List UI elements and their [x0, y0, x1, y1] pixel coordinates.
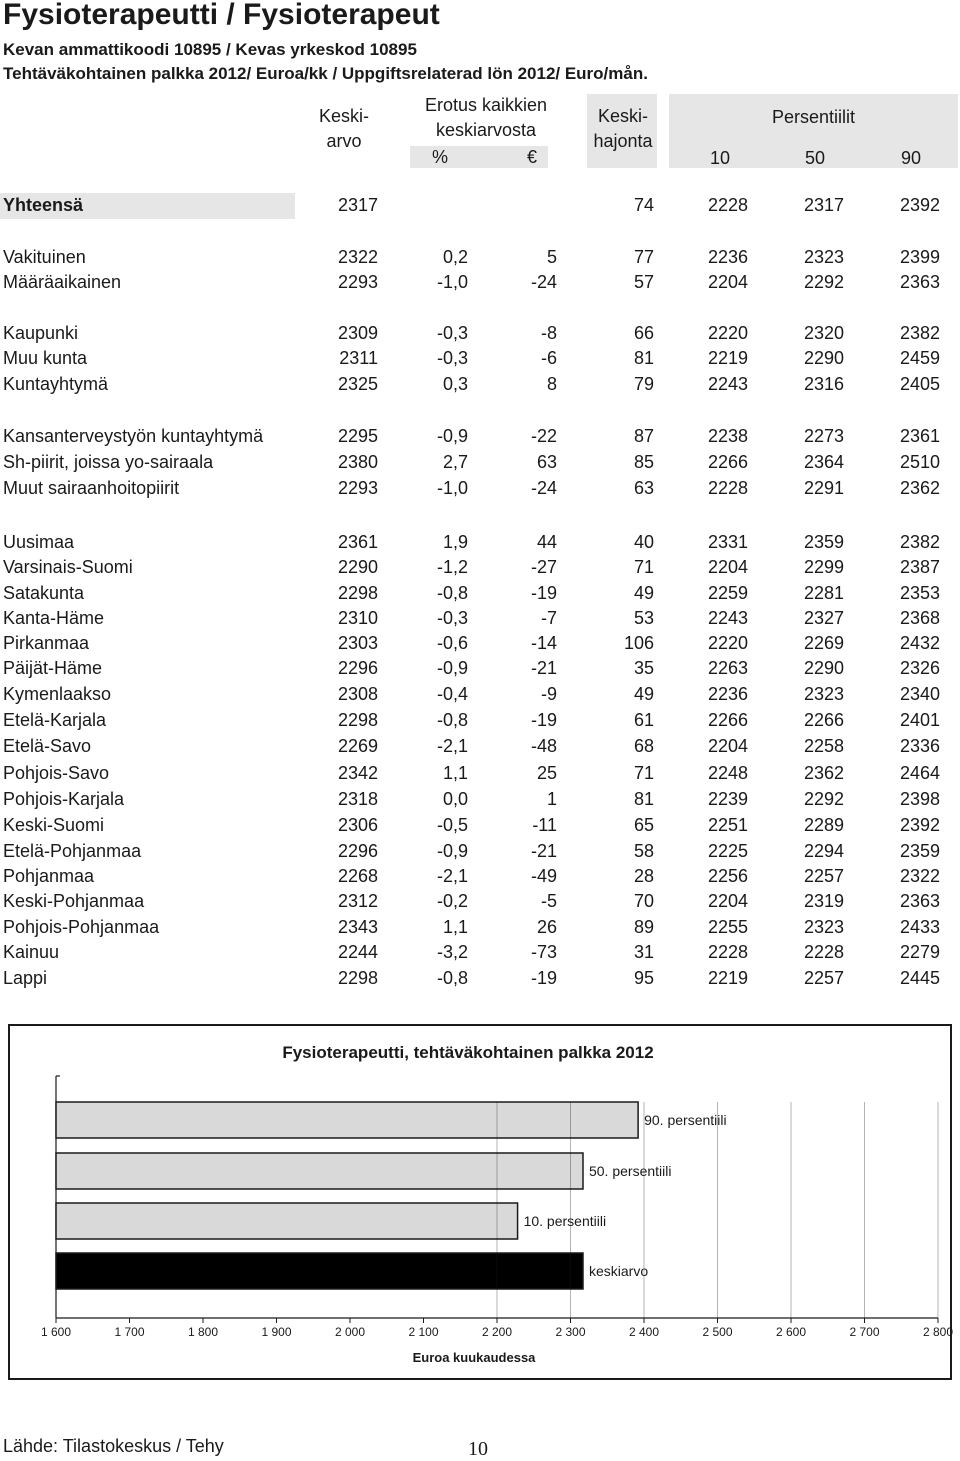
salary-chart — [10, 1026, 954, 1378]
row-label: Määräaikainen — [3, 272, 122, 292]
bar-label: 50. persentiili — [588, 1163, 672, 1179]
table-row — [0, 841, 960, 867]
cell-eur: -19 — [530, 710, 557, 730]
cell-sd: 49 — [633, 684, 654, 704]
cell-p10: 2243 — [707, 608, 748, 628]
cell-p10: 2243 — [707, 374, 748, 394]
page-number: 10 — [468, 1438, 488, 1460]
cell-p50: 2269 — [803, 633, 844, 653]
bar-label: 90. persentiili — [644, 1112, 727, 1128]
cell-p90: 2510 — [899, 452, 940, 472]
cell-p90: 2398 — [899, 789, 940, 809]
cell-mean: 2303 — [337, 633, 378, 653]
cell-pct: -2,1 — [436, 736, 468, 756]
cell-mean: 2322 — [337, 247, 378, 267]
cell-p50: 2317 — [803, 195, 844, 215]
cell-p10: 2263 — [707, 658, 748, 678]
cell-p90: 2445 — [899, 968, 940, 988]
row-label: Etelä-Pohjanmaa — [3, 841, 142, 861]
cell-sd: 79 — [633, 374, 654, 394]
cell-mean: 2290 — [337, 557, 378, 577]
cell-sd: 58 — [633, 841, 654, 861]
table-row — [0, 478, 960, 504]
cell-p50: 2319 — [803, 891, 844, 911]
cell-sd: 95 — [633, 968, 654, 988]
table-row — [0, 917, 960, 943]
cell-p90: 2322 — [899, 866, 940, 886]
cell-pct: -0,3 — [436, 348, 468, 368]
cell-p50: 2323 — [803, 917, 844, 937]
cell-eur: -8 — [540, 323, 557, 343]
cell-eur: -49 — [530, 866, 557, 886]
percentiles-header: Persentiilit — [771, 107, 856, 127]
cell-p10: 2266 — [707, 452, 748, 472]
cell-pct: 0,0 — [442, 789, 468, 809]
cell-pct: -0,8 — [436, 710, 468, 730]
cell-p10: 2266 — [707, 710, 748, 730]
x-tick-label: 1 800 — [187, 1325, 219, 1339]
table-row — [0, 968, 960, 994]
cell-mean: 2298 — [337, 710, 378, 730]
x-tick-label: 2 800 — [922, 1325, 954, 1339]
cell-p50: 2359 — [803, 532, 844, 552]
bar-label: 10. persentiili — [523, 1213, 607, 1229]
page-title: Fysioterapeutti / Fysioterapeut — [3, 0, 440, 31]
row-label: Kuntayhtymä — [3, 374, 109, 394]
cell-eur: -11 — [532, 815, 557, 835]
cell-mean: 2296 — [337, 841, 378, 861]
cell-eur: 26 — [536, 917, 557, 937]
cell-mean: 2342 — [337, 763, 378, 783]
cell-p50: 2281 — [803, 583, 844, 603]
cell-eur: -7 — [540, 608, 557, 628]
cell-mean: 2325 — [337, 374, 378, 394]
row-label: Muu kunta — [3, 348, 88, 368]
cell-p50: 2258 — [803, 736, 844, 756]
cell-p10: 2251 — [707, 815, 748, 835]
row-label: Kaupunki — [3, 323, 79, 343]
cell-p90: 2382 — [899, 532, 940, 552]
row-label: Päijät-Häme — [3, 658, 103, 678]
x-tick-label: 2 400 — [628, 1325, 660, 1339]
cell-pct: 1,1 — [442, 763, 468, 783]
cell-eur: -19 — [530, 968, 557, 988]
table-row — [0, 348, 960, 374]
cell-mean: 2310 — [337, 608, 378, 628]
row-label: Lappi — [3, 968, 48, 988]
diff-header — [396, 93, 576, 143]
total-row — [0, 195, 960, 221]
cell-sd: 35 — [633, 658, 654, 678]
row-label: Uusimaa — [3, 532, 75, 552]
job-code-line: Kevan ammattikoodi 10895 / Kevas yrkeskod 10895 — [3, 40, 417, 59]
row-label: Kansanterveystyön kuntayhtymä — [3, 426, 264, 446]
cell-pct: 0,3 — [442, 374, 468, 394]
cell-eur: -48 — [530, 736, 557, 756]
p50-header: 50 — [804, 148, 826, 168]
cell-p50: 2323 — [803, 684, 844, 704]
cell-p50: 2266 — [803, 710, 844, 730]
cell-pct: -0,9 — [436, 426, 468, 446]
cell-mean: 2244 — [337, 942, 378, 962]
cell-pct: -0,8 — [436, 968, 468, 988]
table-row — [0, 942, 960, 968]
cell-p10: 2239 — [707, 789, 748, 809]
cell-p90: 2363 — [899, 891, 940, 911]
salary-description-line: Tehtäväkohtainen palkka 2012/ Euroa/kk / Uppgiftsrelaterad lön 2012/ Euro/mån. — [3, 64, 648, 83]
table-row — [0, 532, 960, 558]
cell-eur: 25 — [536, 763, 557, 783]
cell-eur: -6 — [540, 348, 557, 368]
cell-p50: 2320 — [803, 323, 844, 343]
cell-p10: 2236 — [707, 684, 748, 704]
cell-sd: 68 — [633, 736, 654, 756]
table-row — [0, 736, 960, 762]
cell-eur: 44 — [536, 532, 557, 552]
cell-mean: 2268 — [337, 866, 378, 886]
cell-sd: 87 — [633, 426, 654, 446]
cell-p90: 2279 — [899, 942, 940, 962]
cell-p90: 2382 — [899, 323, 940, 343]
cell-pct: 1,1 — [442, 917, 468, 937]
cell-mean: 2311 — [339, 348, 378, 368]
cell-mean: 2343 — [337, 917, 378, 937]
cell-eur: 1 — [546, 789, 557, 809]
table-row — [0, 557, 960, 583]
diff-header-line2: keskiarvosta — [435, 120, 537, 140]
x-tick-label: 2 000 — [334, 1325, 366, 1339]
cell-p90: 2464 — [899, 763, 940, 783]
cell-p90: 2363 — [899, 272, 940, 292]
cell-mean: 2298 — [337, 968, 378, 988]
p10-header: 10 — [709, 148, 731, 168]
cell-eur: -21 — [530, 841, 557, 861]
cell-p50: 2228 — [803, 942, 844, 962]
table-row — [0, 815, 960, 841]
cell-p50: 2290 — [803, 658, 844, 678]
cell-pct: -0,3 — [436, 323, 468, 343]
x-tick-label: 1 600 — [40, 1325, 72, 1339]
row-label: Pirkanmaa — [3, 633, 90, 653]
cell-p90: 2432 — [899, 633, 940, 653]
x-tick-label: 2 100 — [408, 1325, 439, 1339]
cell-p90: 2361 — [899, 426, 940, 446]
row-label: Pohjanmaa — [3, 866, 95, 886]
x-tick-label: 1 700 — [114, 1325, 145, 1339]
cell-p50: 2291 — [803, 478, 844, 498]
cell-sd: 66 — [633, 323, 654, 343]
cell-p50: 2289 — [803, 815, 844, 835]
cell-mean: 2309 — [337, 323, 378, 343]
table-row — [0, 633, 960, 659]
cell-p10: 2204 — [707, 891, 748, 911]
row-label: Kymenlaakso — [3, 684, 112, 704]
cell-eur: -21 — [530, 658, 557, 678]
cell-pct: -0,9 — [436, 841, 468, 861]
table-row — [0, 247, 960, 273]
table-row — [0, 323, 960, 349]
cell-p10: 2259 — [707, 583, 748, 603]
cell-p50: 2292 — [803, 789, 844, 809]
cell-sd: 70 — [633, 891, 654, 911]
cell-p90: 2340 — [899, 684, 940, 704]
cell-sd: 85 — [633, 452, 654, 472]
cell-pct: -0,4 — [436, 684, 468, 704]
cell-sd: 74 — [633, 195, 654, 215]
cell-sd: 71 — [633, 557, 654, 577]
cell-eur: 63 — [536, 452, 557, 472]
cell-eur: -22 — [530, 426, 557, 446]
x-tick-label: 2 700 — [849, 1325, 880, 1339]
table-row — [0, 452, 960, 478]
row-label: Muut sairaanhoitopiirit — [3, 478, 180, 498]
cell-eur: -24 — [530, 272, 557, 292]
bar-label: keskiarvo — [588, 1263, 649, 1279]
cell-p10: 2331 — [707, 532, 748, 552]
cell-mean: 2298 — [337, 583, 378, 603]
cell-pct: -1,0 — [436, 478, 468, 498]
cell-p10: 2236 — [707, 247, 748, 267]
x-tick-label: 1 900 — [261, 1325, 292, 1339]
cell-mean: 2293 — [337, 272, 378, 292]
cell-mean: 2308 — [337, 684, 378, 704]
cell-p10: 2220 — [707, 633, 748, 653]
cell-p10: 2255 — [707, 917, 748, 937]
cell-pct: -0,6 — [436, 633, 468, 653]
source-note: Lähde: Tilastokeskus / Tehy — [3, 1436, 224, 1456]
cell-p50: 2292 — [803, 272, 844, 292]
cell-pct: 1,9 — [442, 532, 468, 552]
sd-header-line2: hajonta — [593, 131, 653, 151]
cell-p50: 2257 — [803, 968, 844, 988]
cell-eur: -73 — [530, 942, 557, 962]
cell-mean: 2296 — [337, 658, 378, 678]
cell-eur: -14 — [530, 633, 557, 653]
cell-p90: 2362 — [899, 478, 940, 498]
chart-x-axis-label: Euroa kuukaudessa — [412, 1350, 536, 1365]
cell-sd: 89 — [633, 917, 654, 937]
table-row — [0, 608, 960, 634]
cell-p10: 2219 — [707, 348, 748, 368]
row-label: Vakituinen — [3, 247, 86, 267]
cell-sd: 40 — [633, 532, 654, 552]
row-label: Keski-Suomi — [3, 815, 105, 835]
cell-sd: 53 — [633, 608, 654, 628]
cell-p90: 2336 — [899, 736, 940, 756]
cell-pct: -3,2 — [436, 942, 468, 962]
x-tick-label: 2 200 — [481, 1325, 513, 1339]
cell-p50: 2323 — [803, 247, 844, 267]
cell-p10: 2204 — [707, 557, 748, 577]
row-label: Etelä-Savo — [3, 736, 92, 756]
table-row — [0, 426, 960, 452]
table-row — [0, 866, 960, 892]
mean-header — [306, 104, 382, 154]
cell-mean: 2269 — [337, 736, 378, 756]
cell-p90: 2387 — [899, 557, 940, 577]
cell-eur: 8 — [546, 374, 557, 394]
cell-p10: 2204 — [707, 736, 748, 756]
cell-sd: 71 — [633, 763, 654, 783]
cell-sd: 31 — [633, 942, 654, 962]
cell-sd: 28 — [633, 866, 654, 886]
chart-panel — [8, 1024, 952, 1380]
cell-pct: -0,9 — [436, 658, 468, 678]
cell-pct: 0,2 — [442, 247, 468, 267]
row-label: Varsinais-Suomi — [3, 557, 133, 577]
cell-p50: 2273 — [803, 426, 844, 446]
mean-header-line1: Keski- — [318, 106, 369, 126]
cell-p90: 2401 — [899, 710, 940, 730]
cell-mean: 2380 — [337, 452, 378, 472]
cell-p50: 2327 — [803, 608, 844, 628]
bar-4 — [56, 1253, 583, 1289]
table-row — [0, 763, 960, 789]
cell-eur: -19 — [530, 583, 557, 603]
table-row — [0, 710, 960, 736]
row-label: Keski-Pohjanmaa — [3, 891, 145, 911]
table-row — [0, 374, 960, 400]
cell-eur: -9 — [540, 684, 557, 704]
cell-p50: 2362 — [803, 763, 844, 783]
cell-sd: 57 — [633, 272, 654, 292]
cell-p90: 2392 — [899, 815, 940, 835]
cell-mean: 2293 — [337, 478, 378, 498]
cell-p10: 2228 — [707, 478, 748, 498]
cell-mean: 2295 — [337, 426, 378, 446]
sd-header — [580, 104, 666, 154]
cell-p50: 2299 — [803, 557, 844, 577]
cell-pct: -0,3 — [436, 608, 468, 628]
cell-p10: 2220 — [707, 323, 748, 343]
cell-p10: 2238 — [707, 426, 748, 446]
row-label: Satakunta — [3, 583, 85, 603]
cell-p10: 2204 — [707, 272, 748, 292]
cell-p90: 2326 — [899, 658, 940, 678]
cell-p10: 2219 — [707, 968, 748, 988]
x-tick-label: 2 300 — [555, 1325, 586, 1339]
cell-sd: 49 — [633, 583, 654, 603]
table-row — [0, 684, 960, 710]
cell-pct: -1,0 — [436, 272, 468, 292]
cell-p90: 2368 — [899, 608, 940, 628]
row-label: Kanta-Häme — [3, 608, 105, 628]
cell-p10: 2256 — [707, 866, 748, 886]
row-label: Kainuu — [3, 942, 60, 962]
cell-p90: 2353 — [899, 583, 940, 603]
cell-p10: 2228 — [707, 195, 748, 215]
cell-sd: 81 — [633, 348, 654, 368]
table-row — [0, 891, 960, 917]
p90-header: 90 — [900, 148, 922, 168]
cell-sd: 63 — [633, 478, 654, 498]
cell-eur: -5 — [540, 891, 557, 911]
cell-sd: 61 — [633, 710, 654, 730]
cell-eur: 5 — [546, 247, 557, 267]
x-tick-label: 2 500 — [702, 1325, 733, 1339]
cell-p50: 2364 — [803, 452, 844, 472]
row-label: Pohjois-Karjala — [3, 789, 125, 809]
table-row — [0, 272, 960, 298]
cell-eur: -24 — [530, 478, 557, 498]
table-row — [0, 583, 960, 609]
bar-1 — [56, 1102, 638, 1138]
cell-sd: 106 — [623, 633, 654, 653]
cell-p90: 2459 — [899, 348, 940, 368]
cell-p10: 2248 — [707, 763, 748, 783]
diff-eur-header: € — [526, 147, 537, 167]
cell-p50: 2294 — [803, 841, 844, 861]
row-label: Pohjois-Pohjanmaa — [3, 917, 160, 937]
cell-mean: 2318 — [337, 789, 378, 809]
table-row — [0, 658, 960, 684]
cell-eur: -27 — [530, 557, 557, 577]
cell-pct: -1,2 — [436, 557, 468, 577]
cell-p90: 2405 — [899, 374, 940, 394]
cell-p50: 2290 — [803, 348, 844, 368]
row-label: Etelä-Karjala — [3, 710, 107, 730]
cell-sd: 65 — [633, 815, 654, 835]
bar-2 — [56, 1153, 583, 1189]
diff-pct-header: % — [431, 147, 448, 167]
cell-p10: 2225 — [707, 841, 748, 861]
x-tick-label: 2 600 — [775, 1325, 807, 1339]
diff-header-line1: Erotus kaikkien — [424, 95, 548, 115]
cell-pct: -0,2 — [436, 891, 468, 911]
cell-p90: 2359 — [899, 841, 940, 861]
cell-pct: 2,7 — [442, 452, 468, 472]
cell-p90: 2392 — [899, 195, 940, 215]
cell-mean: 2361 — [337, 532, 378, 552]
cell-p90: 2399 — [899, 247, 940, 267]
cell-pct: -2,1 — [436, 866, 468, 886]
mean-header-line2: arvo — [326, 131, 362, 151]
cell-mean: 2317 — [337, 195, 378, 215]
table-row — [0, 789, 960, 815]
cell-pct: -0,5 — [436, 815, 468, 835]
sd-header-line1: Keski- — [597, 106, 648, 126]
bar-3 — [56, 1203, 518, 1239]
cell-p10: 2228 — [707, 942, 748, 962]
cell-p90: 2433 — [899, 917, 940, 937]
cell-p50: 2316 — [803, 374, 844, 394]
cell-mean: 2312 — [337, 891, 378, 911]
cell-sd: 77 — [633, 247, 654, 267]
row-label: Sh-piirit, joissa yo-sairaala — [3, 452, 214, 472]
chart-title: Fysioterapeutti, tehtäväkohtainen palkka 2012 — [282, 1043, 654, 1062]
cell-pct: -0,8 — [436, 583, 468, 603]
cell-p50: 2257 — [803, 866, 844, 886]
cell-mean: 2306 — [337, 815, 378, 835]
row-label: Pohjois-Savo — [3, 763, 110, 783]
row-label: Yhteensä — [3, 195, 84, 215]
cell-sd: 81 — [633, 789, 654, 809]
